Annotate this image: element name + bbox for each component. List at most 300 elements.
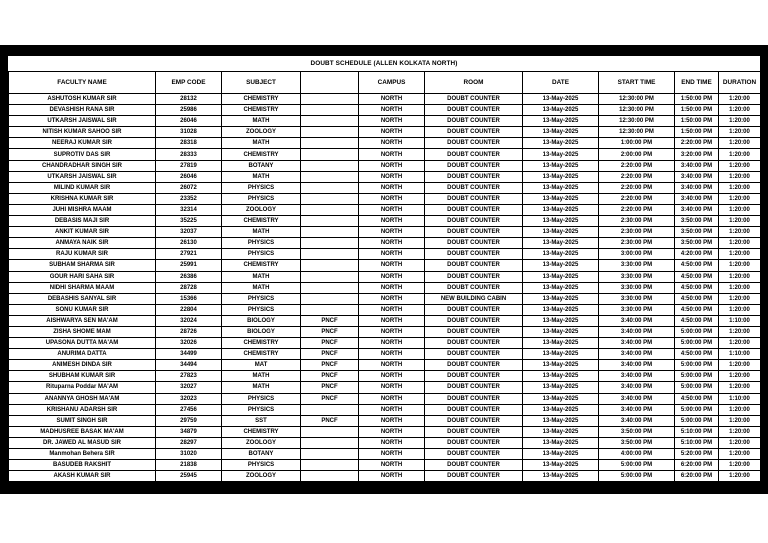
- duration-cell[interactable]: 1:20:00: [719, 471, 761, 482]
- room-cell[interactable]: DOUBT COUNTER: [425, 271, 523, 282]
- date-cell[interactable]: 13-May-2025: [523, 393, 599, 404]
- subject-cell[interactable]: BIOLOGY: [222, 315, 301, 326]
- date-cell[interactable]: 13-May-2025: [523, 404, 599, 415]
- program-cell[interactable]: [301, 260, 359, 271]
- program-cell[interactable]: PNCF: [301, 326, 359, 337]
- program-cell[interactable]: [301, 127, 359, 138]
- room-cell[interactable]: DOUBT COUNTER: [425, 382, 523, 393]
- subject-cell[interactable]: ZOOLOGY: [222, 127, 301, 138]
- campus-cell[interactable]: NORTH: [359, 404, 425, 415]
- faculty-name-cell[interactable]: ANANNYA GHOSH MA'AM: [9, 393, 156, 404]
- emp-code-cell[interactable]: 28297: [156, 437, 222, 448]
- program-cell[interactable]: [301, 404, 359, 415]
- room-cell[interactable]: DOUBT COUNTER: [425, 426, 523, 437]
- end-time-cell[interactable]: 6:20:00 PM: [675, 471, 719, 482]
- date-cell[interactable]: 13-May-2025: [523, 138, 599, 149]
- subject-cell[interactable]: CHEMISTRY: [222, 260, 301, 271]
- subject-cell[interactable]: CHEMISTRY: [222, 349, 301, 360]
- faculty-name-cell[interactable]: ANMAYA NAIK SIR: [9, 238, 156, 249]
- emp-code-cell[interactable]: 26046: [156, 171, 222, 182]
- start-time-cell[interactable]: 3:40:00 PM: [599, 404, 675, 415]
- faculty-name-cell[interactable]: ANKIT KUMAR SIR: [9, 227, 156, 238]
- start-time-cell[interactable]: 2:20:00 PM: [599, 193, 675, 204]
- end-time-cell[interactable]: 3:40:00 PM: [675, 193, 719, 204]
- end-time-cell[interactable]: 4:50:00 PM: [675, 304, 719, 315]
- program-cell[interactable]: PNCF: [301, 349, 359, 360]
- subject-cell[interactable]: CHEMISTRY: [222, 105, 301, 116]
- col-faculty-name[interactable]: FACULTY NAME: [9, 72, 156, 94]
- room-cell[interactable]: DOUBT COUNTER: [425, 238, 523, 249]
- start-time-cell[interactable]: 3:40:00 PM: [599, 382, 675, 393]
- duration-cell[interactable]: 1:20:00: [719, 326, 761, 337]
- subject-cell[interactable]: ZOOLOGY: [222, 204, 301, 215]
- duration-cell[interactable]: 1:20:00: [719, 338, 761, 349]
- end-time-cell[interactable]: 4:20:00 PM: [675, 249, 719, 260]
- duration-cell[interactable]: 1:20:00: [719, 160, 761, 171]
- campus-cell[interactable]: NORTH: [359, 227, 425, 238]
- faculty-name-cell[interactable]: MILIND KUMAR SIR: [9, 182, 156, 193]
- subject-cell[interactable]: CHEMISTRY: [222, 149, 301, 160]
- room-cell[interactable]: DOUBT COUNTER: [425, 227, 523, 238]
- end-time-cell[interactable]: 1:50:00 PM: [675, 116, 719, 127]
- campus-cell[interactable]: NORTH: [359, 204, 425, 215]
- duration-cell[interactable]: 1:20:00: [719, 193, 761, 204]
- subject-cell[interactable]: SST: [222, 415, 301, 426]
- faculty-name-cell[interactable]: DEVASHISH RANA SIR: [9, 105, 156, 116]
- room-cell[interactable]: DOUBT COUNTER: [425, 349, 523, 360]
- date-cell[interactable]: 13-May-2025: [523, 227, 599, 238]
- emp-code-cell[interactable]: 29759: [156, 415, 222, 426]
- duration-cell[interactable]: 1:10:00: [719, 349, 761, 360]
- col-subject[interactable]: SUBJECT: [222, 72, 301, 94]
- emp-code-cell[interactable]: 25986: [156, 105, 222, 116]
- start-time-cell[interactable]: 2:20:00 PM: [599, 204, 675, 215]
- campus-cell[interactable]: NORTH: [359, 426, 425, 437]
- program-cell[interactable]: [301, 193, 359, 204]
- duration-cell[interactable]: 1:20:00: [719, 282, 761, 293]
- start-time-cell[interactable]: 3:40:00 PM: [599, 326, 675, 337]
- date-cell[interactable]: 13-May-2025: [523, 127, 599, 138]
- program-cell[interactable]: [301, 94, 359, 105]
- end-time-cell[interactable]: 5:00:00 PM: [675, 360, 719, 371]
- start-time-cell[interactable]: 3:40:00 PM: [599, 315, 675, 326]
- subject-cell[interactable]: CHEMISTRY: [222, 426, 301, 437]
- end-time-cell[interactable]: 5:00:00 PM: [675, 404, 719, 415]
- campus-cell[interactable]: NORTH: [359, 415, 425, 426]
- end-time-cell[interactable]: 3:40:00 PM: [675, 160, 719, 171]
- col-end-time[interactable]: END TIME: [675, 72, 719, 94]
- end-time-cell[interactable]: 4:50:00 PM: [675, 315, 719, 326]
- faculty-name-cell[interactable]: DR. JAWED AL MASUD SIR: [9, 437, 156, 448]
- campus-cell[interactable]: NORTH: [359, 238, 425, 249]
- room-cell[interactable]: DOUBT COUNTER: [425, 415, 523, 426]
- date-cell[interactable]: 13-May-2025: [523, 271, 599, 282]
- emp-code-cell[interactable]: 35225: [156, 216, 222, 227]
- date-cell[interactable]: 13-May-2025: [523, 149, 599, 160]
- start-time-cell[interactable]: 3:00:00 PM: [599, 249, 675, 260]
- campus-cell[interactable]: NORTH: [359, 149, 425, 160]
- campus-cell[interactable]: NORTH: [359, 315, 425, 326]
- end-time-cell[interactable]: 5:00:00 PM: [675, 371, 719, 382]
- end-time-cell[interactable]: 1:50:00 PM: [675, 127, 719, 138]
- subject-cell[interactable]: MATH: [222, 282, 301, 293]
- duration-cell[interactable]: 1:20:00: [719, 105, 761, 116]
- campus-cell[interactable]: NORTH: [359, 437, 425, 448]
- start-time-cell[interactable]: 4:00:00 PM: [599, 449, 675, 460]
- duration-cell[interactable]: 1:20:00: [719, 216, 761, 227]
- duration-cell[interactable]: 1:20:00: [719, 404, 761, 415]
- emp-code-cell[interactable]: 32314: [156, 204, 222, 215]
- campus-cell[interactable]: NORTH: [359, 160, 425, 171]
- start-time-cell[interactable]: 3:40:00 PM: [599, 371, 675, 382]
- duration-cell[interactable]: 1:20:00: [719, 415, 761, 426]
- campus-cell[interactable]: NORTH: [359, 304, 425, 315]
- room-cell[interactable]: DOUBT COUNTER: [425, 393, 523, 404]
- emp-code-cell[interactable]: 26130: [156, 238, 222, 249]
- emp-code-cell[interactable]: 32027: [156, 382, 222, 393]
- duration-cell[interactable]: 1:20:00: [719, 260, 761, 271]
- end-time-cell[interactable]: 4:50:00 PM: [675, 260, 719, 271]
- duration-cell[interactable]: 1:20:00: [719, 271, 761, 282]
- col-date[interactable]: DATE: [523, 72, 599, 94]
- program-cell[interactable]: PNCF: [301, 338, 359, 349]
- duration-cell[interactable]: 1:20:00: [719, 127, 761, 138]
- program-cell[interactable]: [301, 171, 359, 182]
- end-time-cell[interactable]: 4:50:00 PM: [675, 349, 719, 360]
- duration-cell[interactable]: 1:20:00: [719, 149, 761, 160]
- campus-cell[interactable]: NORTH: [359, 94, 425, 105]
- subject-cell[interactable]: ZOOLOGY: [222, 437, 301, 448]
- campus-cell[interactable]: NORTH: [359, 293, 425, 304]
- end-time-cell[interactable]: 5:10:00 PM: [675, 437, 719, 448]
- end-time-cell[interactable]: 5:20:00 PM: [675, 449, 719, 460]
- date-cell[interactable]: 13-May-2025: [523, 415, 599, 426]
- room-cell[interactable]: DOUBT COUNTER: [425, 449, 523, 460]
- emp-code-cell[interactable]: 34499: [156, 349, 222, 360]
- end-time-cell[interactable]: 2:20:00 PM: [675, 138, 719, 149]
- campus-cell[interactable]: NORTH: [359, 282, 425, 293]
- emp-code-cell[interactable]: 21838: [156, 460, 222, 471]
- faculty-name-cell[interactable]: NIDHI SHARMA MAAM: [9, 282, 156, 293]
- campus-cell[interactable]: NORTH: [359, 127, 425, 138]
- duration-cell[interactable]: 1:20:00: [719, 360, 761, 371]
- program-cell[interactable]: [301, 216, 359, 227]
- date-cell[interactable]: 13-May-2025: [523, 315, 599, 326]
- emp-code-cell[interactable]: 28318: [156, 138, 222, 149]
- col-emp-code[interactable]: EMP CODE: [156, 72, 222, 94]
- campus-cell[interactable]: NORTH: [359, 171, 425, 182]
- duration-cell[interactable]: 1:20:00: [719, 249, 761, 260]
- program-cell[interactable]: PNCF: [301, 415, 359, 426]
- emp-code-cell[interactable]: 27823: [156, 371, 222, 382]
- program-cell[interactable]: [301, 182, 359, 193]
- duration-cell[interactable]: 1:20:00: [719, 460, 761, 471]
- start-time-cell[interactable]: 1:00:00 PM: [599, 138, 675, 149]
- faculty-name-cell[interactable]: UTKARSH JAISWAL SIR: [9, 116, 156, 127]
- end-time-cell[interactable]: 3:50:00 PM: [675, 216, 719, 227]
- date-cell[interactable]: 13-May-2025: [523, 326, 599, 337]
- subject-cell[interactable]: PHYSICS: [222, 460, 301, 471]
- subject-cell[interactable]: MAT: [222, 360, 301, 371]
- program-cell[interactable]: [301, 105, 359, 116]
- emp-code-cell[interactable]: 27921: [156, 249, 222, 260]
- faculty-name-cell[interactable]: UPASONA DUTTA MA'AM: [9, 338, 156, 349]
- subject-cell[interactable]: ZOOLOGY: [222, 471, 301, 482]
- subject-cell[interactable]: CHEMISTRY: [222, 94, 301, 105]
- end-time-cell[interactable]: 5:10:00 PM: [675, 426, 719, 437]
- date-cell[interactable]: 13-May-2025: [523, 216, 599, 227]
- room-cell[interactable]: DOUBT COUNTER: [425, 460, 523, 471]
- end-time-cell[interactable]: 4:50:00 PM: [675, 293, 719, 304]
- duration-cell[interactable]: 1:20:00: [719, 238, 761, 249]
- date-cell[interactable]: 13-May-2025: [523, 371, 599, 382]
- duration-cell[interactable]: 1:20:00: [719, 116, 761, 127]
- date-cell[interactable]: 13-May-2025: [523, 182, 599, 193]
- duration-cell[interactable]: 1:20:00: [719, 171, 761, 182]
- faculty-name-cell[interactable]: Rituparna Poddar MA'AM: [9, 382, 156, 393]
- subject-cell[interactable]: PHYSICS: [222, 182, 301, 193]
- start-time-cell[interactable]: 5:00:00 PM: [599, 471, 675, 482]
- emp-code-cell[interactable]: 26386: [156, 271, 222, 282]
- date-cell[interactable]: 13-May-2025: [523, 282, 599, 293]
- end-time-cell[interactable]: 4:50:00 PM: [675, 271, 719, 282]
- end-time-cell[interactable]: 3:40:00 PM: [675, 182, 719, 193]
- emp-code-cell[interactable]: 31028: [156, 127, 222, 138]
- room-cell[interactable]: DOUBT COUNTER: [425, 304, 523, 315]
- campus-cell[interactable]: NORTH: [359, 371, 425, 382]
- emp-code-cell[interactable]: 23352: [156, 193, 222, 204]
- campus-cell[interactable]: NORTH: [359, 360, 425, 371]
- date-cell[interactable]: 13-May-2025: [523, 116, 599, 127]
- campus-cell[interactable]: NORTH: [359, 460, 425, 471]
- subject-cell[interactable]: CHEMISTRY: [222, 216, 301, 227]
- start-time-cell[interactable]: 3:30:00 PM: [599, 260, 675, 271]
- emp-code-cell[interactable]: 27819: [156, 160, 222, 171]
- campus-cell[interactable]: NORTH: [359, 449, 425, 460]
- subject-cell[interactable]: PHYSICS: [222, 238, 301, 249]
- program-cell[interactable]: [301, 471, 359, 482]
- end-time-cell[interactable]: 5:00:00 PM: [675, 338, 719, 349]
- program-cell[interactable]: PNCF: [301, 360, 359, 371]
- subject-cell[interactable]: BOTANY: [222, 160, 301, 171]
- room-cell[interactable]: DOUBT COUNTER: [425, 315, 523, 326]
- col-room[interactable]: ROOM: [425, 72, 523, 94]
- campus-cell[interactable]: NORTH: [359, 138, 425, 149]
- start-time-cell[interactable]: 3:30:00 PM: [599, 304, 675, 315]
- subject-cell[interactable]: MATH: [222, 171, 301, 182]
- subject-cell[interactable]: MATH: [222, 116, 301, 127]
- date-cell[interactable]: 13-May-2025: [523, 349, 599, 360]
- col-duration[interactable]: DURATION: [719, 72, 761, 94]
- faculty-name-cell[interactable]: KRISHNA KUMAR SIR: [9, 193, 156, 204]
- start-time-cell[interactable]: 3:30:00 PM: [599, 293, 675, 304]
- campus-cell[interactable]: NORTH: [359, 193, 425, 204]
- emp-code-cell[interactable]: 34879: [156, 426, 222, 437]
- end-time-cell[interactable]: 1:50:00 PM: [675, 105, 719, 116]
- program-cell[interactable]: [301, 293, 359, 304]
- subject-cell[interactable]: BIOLOGY: [222, 326, 301, 337]
- subject-cell[interactable]: MATH: [222, 271, 301, 282]
- faculty-name-cell[interactable]: NEERAJ KUMAR SIR: [9, 138, 156, 149]
- room-cell[interactable]: DOUBT COUNTER: [425, 127, 523, 138]
- faculty-name-cell[interactable]: NITISH KUMAR SAHOO SIR: [9, 127, 156, 138]
- start-time-cell[interactable]: 3:30:00 PM: [599, 271, 675, 282]
- program-cell[interactable]: PNCF: [301, 393, 359, 404]
- campus-cell[interactable]: NORTH: [359, 349, 425, 360]
- program-cell[interactable]: PNCF: [301, 371, 359, 382]
- start-time-cell[interactable]: 3:50:00 PM: [599, 426, 675, 437]
- subject-cell[interactable]: MATH: [222, 371, 301, 382]
- emp-code-cell[interactable]: 28333: [156, 149, 222, 160]
- start-time-cell[interactable]: 12:30:00 PM: [599, 105, 675, 116]
- program-cell[interactable]: [301, 426, 359, 437]
- date-cell[interactable]: 13-May-2025: [523, 449, 599, 460]
- faculty-name-cell[interactable]: DEBASHIS SANYAL SIR: [9, 293, 156, 304]
- emp-code-cell[interactable]: 28132: [156, 94, 222, 105]
- col-program[interactable]: [301, 72, 359, 94]
- start-time-cell[interactable]: 3:30:00 PM: [599, 282, 675, 293]
- end-time-cell[interactable]: 5:00:00 PM: [675, 326, 719, 337]
- room-cell[interactable]: DOUBT COUNTER: [425, 404, 523, 415]
- emp-code-cell[interactable]: 32024: [156, 315, 222, 326]
- end-time-cell[interactable]: 1:50:00 PM: [675, 94, 719, 105]
- date-cell[interactable]: 13-May-2025: [523, 426, 599, 437]
- faculty-name-cell[interactable]: ZISHA SHOME MAM: [9, 326, 156, 337]
- date-cell[interactable]: 13-May-2025: [523, 171, 599, 182]
- start-time-cell[interactable]: 3:50:00 PM: [599, 437, 675, 448]
- faculty-name-cell[interactable]: ASHUTOSH KUMAR SIR: [9, 94, 156, 105]
- emp-code-cell[interactable]: 22804: [156, 304, 222, 315]
- room-cell[interactable]: DOUBT COUNTER: [425, 471, 523, 482]
- campus-cell[interactable]: NORTH: [359, 182, 425, 193]
- room-cell[interactable]: DOUBT COUNTER: [425, 182, 523, 193]
- faculty-name-cell[interactable]: JUHI MISHRA MAAM: [9, 204, 156, 215]
- faculty-name-cell[interactable]: UTKARSH JAISWAL SIR: [9, 171, 156, 182]
- faculty-name-cell[interactable]: KRISHANU ADARSH SIR: [9, 404, 156, 415]
- duration-cell[interactable]: 1:20:00: [719, 371, 761, 382]
- emp-code-cell[interactable]: 32037: [156, 227, 222, 238]
- duration-cell[interactable]: 1:20:00: [719, 138, 761, 149]
- program-cell[interactable]: [301, 116, 359, 127]
- campus-cell[interactable]: NORTH: [359, 338, 425, 349]
- end-time-cell[interactable]: 3:40:00 PM: [675, 204, 719, 215]
- program-cell[interactable]: [301, 249, 359, 260]
- duration-cell[interactable]: 1:20:00: [719, 426, 761, 437]
- campus-cell[interactable]: NORTH: [359, 105, 425, 116]
- faculty-name-cell[interactable]: MADHUSREE BASAK MA'AM: [9, 426, 156, 437]
- emp-code-cell[interactable]: 25945: [156, 471, 222, 482]
- program-cell[interactable]: [301, 437, 359, 448]
- emp-code-cell[interactable]: 34494: [156, 360, 222, 371]
- emp-code-cell[interactable]: 32023: [156, 393, 222, 404]
- subject-cell[interactable]: CHEMISTRY: [222, 338, 301, 349]
- end-time-cell[interactable]: 4:50:00 PM: [675, 282, 719, 293]
- start-time-cell[interactable]: 2:20:00 PM: [599, 182, 675, 193]
- campus-cell[interactable]: NORTH: [359, 116, 425, 127]
- campus-cell[interactable]: NORTH: [359, 326, 425, 337]
- room-cell[interactable]: DOUBT COUNTER: [425, 338, 523, 349]
- program-cell[interactable]: [301, 149, 359, 160]
- room-cell[interactable]: DOUBT COUNTER: [425, 105, 523, 116]
- duration-cell[interactable]: 1:10:00: [719, 393, 761, 404]
- program-cell[interactable]: [301, 282, 359, 293]
- faculty-name-cell[interactable]: AKASH KUMAR SIR: [9, 471, 156, 482]
- room-cell[interactable]: DOUBT COUNTER: [425, 326, 523, 337]
- start-time-cell[interactable]: 3:40:00 PM: [599, 338, 675, 349]
- subject-cell[interactable]: PHYSICS: [222, 304, 301, 315]
- date-cell[interactable]: 13-May-2025: [523, 105, 599, 116]
- faculty-name-cell[interactable]: RAJU KUMAR SIR: [9, 249, 156, 260]
- campus-cell[interactable]: NORTH: [359, 260, 425, 271]
- emp-code-cell[interactable]: 26046: [156, 116, 222, 127]
- program-cell[interactable]: [301, 138, 359, 149]
- start-time-cell[interactable]: 5:00:00 PM: [599, 460, 675, 471]
- subject-cell[interactable]: PHYSICS: [222, 393, 301, 404]
- emp-code-cell[interactable]: 32026: [156, 338, 222, 349]
- date-cell[interactable]: 13-May-2025: [523, 437, 599, 448]
- emp-code-cell[interactable]: 25991: [156, 260, 222, 271]
- faculty-name-cell[interactable]: SUPROTIV DAS SIR: [9, 149, 156, 160]
- duration-cell[interactable]: 1:20:00: [719, 227, 761, 238]
- subject-cell[interactable]: PHYSICS: [222, 293, 301, 304]
- emp-code-cell[interactable]: 28726: [156, 326, 222, 337]
- campus-cell[interactable]: NORTH: [359, 382, 425, 393]
- date-cell[interactable]: 13-May-2025: [523, 160, 599, 171]
- duration-cell[interactable]: 1:20:00: [719, 182, 761, 193]
- duration-cell[interactable]: 1:20:00: [719, 94, 761, 105]
- date-cell[interactable]: 13-May-2025: [523, 382, 599, 393]
- program-cell[interactable]: [301, 460, 359, 471]
- faculty-name-cell[interactable]: SUMIT SINGH SIR: [9, 415, 156, 426]
- duration-cell[interactable]: 1:20:00: [719, 304, 761, 315]
- date-cell[interactable]: 13-May-2025: [523, 304, 599, 315]
- room-cell[interactable]: DOUBT COUNTER: [425, 116, 523, 127]
- start-time-cell[interactable]: 2:30:00 PM: [599, 216, 675, 227]
- program-cell[interactable]: [301, 160, 359, 171]
- faculty-name-cell[interactable]: Manmohan Behera SIR: [9, 449, 156, 460]
- end-time-cell[interactable]: 6:20:00 PM: [675, 460, 719, 471]
- program-cell[interactable]: [301, 204, 359, 215]
- room-cell[interactable]: DOUBT COUNTER: [425, 360, 523, 371]
- end-time-cell[interactable]: 3:20:00 PM: [675, 149, 719, 160]
- date-cell[interactable]: 13-May-2025: [523, 238, 599, 249]
- room-cell[interactable]: NEW BUILDING CABIN: [425, 293, 523, 304]
- start-time-cell[interactable]: 2:20:00 PM: [599, 171, 675, 182]
- start-time-cell[interactable]: 2:20:00 PM: [599, 160, 675, 171]
- faculty-name-cell[interactable]: AISHWARYA SEN MA'AM: [9, 315, 156, 326]
- emp-code-cell[interactable]: 26072: [156, 182, 222, 193]
- date-cell[interactable]: 13-May-2025: [523, 293, 599, 304]
- faculty-name-cell[interactable]: ANURIMA DATTA: [9, 349, 156, 360]
- faculty-name-cell[interactable]: ANIMESH DINDA SIR: [9, 360, 156, 371]
- col-start-time[interactable]: START TIME: [599, 72, 675, 94]
- emp-code-cell[interactable]: 15366: [156, 293, 222, 304]
- subject-cell[interactable]: PHYSICS: [222, 249, 301, 260]
- subject-cell[interactable]: PHYSICS: [222, 404, 301, 415]
- program-cell[interactable]: PNCF: [301, 315, 359, 326]
- subject-cell[interactable]: MATH: [222, 138, 301, 149]
- subject-cell[interactable]: BOTANY: [222, 449, 301, 460]
- end-time-cell[interactable]: 5:00:00 PM: [675, 415, 719, 426]
- date-cell[interactable]: 13-May-2025: [523, 260, 599, 271]
- start-time-cell[interactable]: 3:40:00 PM: [599, 349, 675, 360]
- faculty-name-cell[interactable]: GOUR HARI SAHA SIR: [9, 271, 156, 282]
- subject-cell[interactable]: MATH: [222, 227, 301, 238]
- start-time-cell[interactable]: 12:30:00 PM: [599, 94, 675, 105]
- duration-cell[interactable]: 1:20:00: [719, 293, 761, 304]
- date-cell[interactable]: 13-May-2025: [523, 471, 599, 482]
- end-time-cell[interactable]: 3:50:00 PM: [675, 238, 719, 249]
